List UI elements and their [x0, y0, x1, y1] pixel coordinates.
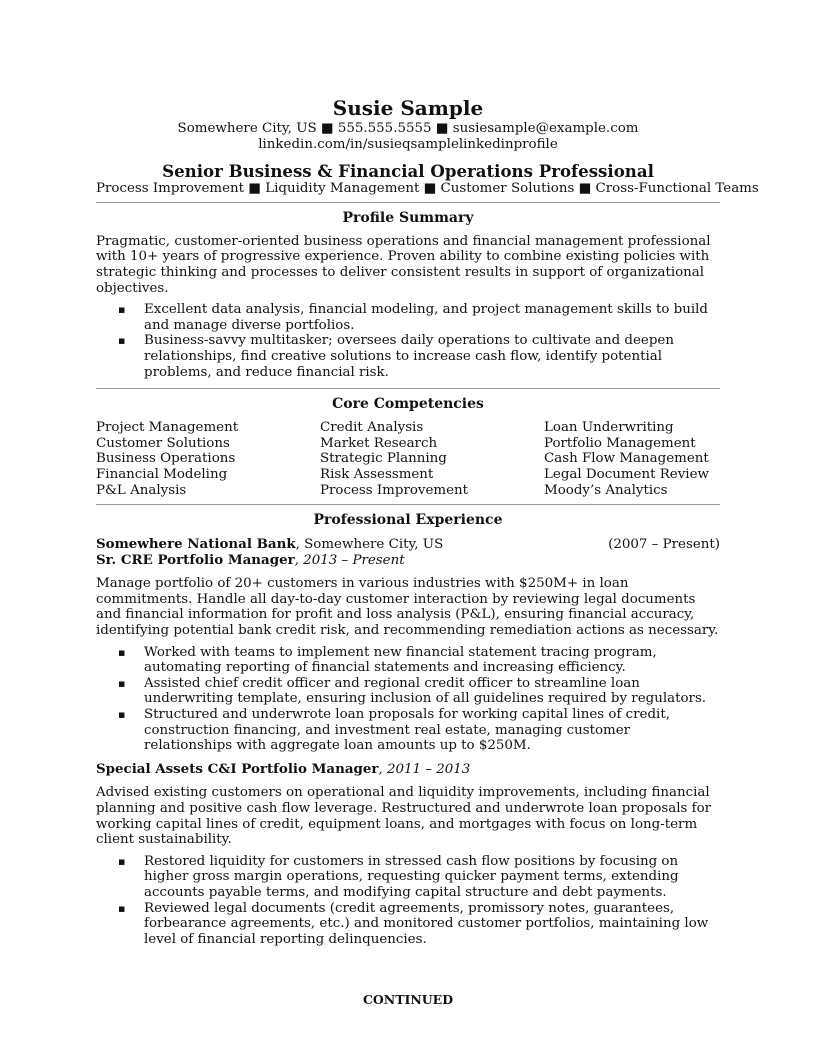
list-item: ▪ Business-savvy multitasker; oversees daily operations to cultivate and deepen relationships, find creative solutions to increase cash flow, identify potential problems, and reduce financial risk.	[96, 333, 720, 380]
role-title: Sr. CRE Portfolio Manager	[96, 551, 295, 568]
employer-name: Somewhere National Bank	[96, 536, 296, 553]
profile-summary-heading: Profile Summary	[342, 209, 474, 226]
competency-column	[544, 420, 720, 498]
employment-dates: (2007 – Present)	[608, 537, 720, 553]
core-competencies-heading: Core Competencies	[332, 396, 484, 413]
list-item: ▪ Reviewed legal documents (credit agreements, promissory notes, guarantees, forbearance agreements, etc.) and monitored customer portfolios, maintaining low level of financial reporting delinquencies.	[96, 901, 720, 948]
competencies-grid	[96, 420, 720, 498]
competency-item: Loan Underwriting	[544, 420, 674, 436]
competency-column	[96, 420, 320, 498]
competency-item: Cash Flow Management	[544, 451, 709, 467]
role-bullets	[96, 645, 720, 754]
competency-item: Legal Document Review	[544, 466, 709, 482]
competency-column	[320, 420, 544, 498]
role-years: , 2011 – 2013	[378, 761, 471, 777]
professional-experience-heading: Professional Experience	[313, 512, 503, 529]
competency-item: Project Management	[96, 420, 239, 436]
headline-title: Senior Business & Financial Operations Professional	[162, 161, 654, 182]
competency-item: Risk Assessment	[320, 466, 434, 482]
candidate-name: Susie Sample	[332, 96, 484, 120]
competency-item: Business Operations	[96, 451, 236, 467]
competency-item: Customer Solutions	[96, 435, 230, 451]
competency-item: Strategic Planning	[320, 451, 447, 467]
competency-item: Portfolio Management	[544, 435, 696, 451]
continued-label: CONTINUED	[362, 992, 454, 1007]
resume-page	[96, 96, 759, 947]
role-years: , 2013 – Present	[294, 552, 405, 568]
headline-tagline: Process Improvement ■ Liquidity Management ■ Customer Solutions ■ Cross-Functional Teams	[96, 181, 759, 197]
employer	[96, 537, 443, 553]
competency-item: Credit Analysis	[320, 420, 424, 436]
contact-line: Somewhere City, US ■ 555.555.5555 ■ susiesample@example.com	[177, 121, 639, 136]
role-heading	[96, 553, 720, 569]
list-item: ▪ Excellent data analysis, financial modeling, and project management skills to build and manage diverse portfolios.	[96, 302, 720, 333]
section-divider	[96, 388, 720, 389]
competency-item: Process Improvement	[320, 482, 469, 498]
employer-line	[96, 537, 720, 553]
role-description: Manage portfolio of 20+ customers in various industries with $250M+ in loan commitments. Handle all day-to-day customer interaction by reviewing legal documents and financial information for profit and loss analysis (P&L), ensuring financial accuracy, identifying potential bank credit risk, and recommending remediation actions as necessary.	[96, 576, 719, 639]
list-item: ▪ Assisted chief credit officer and regional credit officer to streamline loan underwriting template, ensuring inclusion of all guidelines required by regulators.	[96, 676, 720, 707]
role-title: Special Assets C&I Portfolio Manager	[96, 760, 379, 777]
employer-location: , Somewhere City, US	[295, 537, 444, 553]
list-item: ▪ Worked with teams to implement new financial statement tracing program, automating reporting of financial statements and increasing efficiency.	[96, 645, 720, 676]
competency-item: Financial Modeling	[96, 466, 228, 482]
profile-bullets	[96, 302, 720, 380]
list-item: ▪ Structured and underwrote loan proposals for working capital lines of credit, construction financing, and investment real estate, managing customer relationships with aggregate loan amounts up to $250M.	[96, 707, 720, 754]
competency-item: P&L Analysis	[96, 482, 187, 498]
competency-item: Moody’s Analytics	[544, 482, 668, 498]
role-heading	[96, 762, 720, 778]
role-description: Advised existing customers on operational and liquidity improvements, including financial planning and positive cash flow leverage. Restructured and underwrote loan proposals for working capital lines of credit, equipment loans, and mortgages with focus on long-term client sustainability.	[96, 785, 712, 848]
profile-summary-paragraph: Pragmatic, customer-oriented business operations and financial management professional with 10+ years of progressive experience. Proven ability to combine existing policies with strategic thinking and processes to deliver consistent results in support of organizational objectives.	[96, 233, 711, 296]
section-divider	[96, 504, 720, 505]
role-bullets	[96, 854, 720, 948]
linkedin-url: linkedin.com/in/susieqsamplelinkedinprofile	[258, 136, 558, 152]
competency-item: Market Research	[320, 435, 438, 451]
list-item: ▪ Restored liquidity for customers in stressed cash flow positions by focusing on higher gross margin operations, requesting quicker payment terms, extending accounts payable terms, and modifying capital structure and debt payments.	[96, 854, 720, 901]
section-divider	[96, 202, 720, 203]
